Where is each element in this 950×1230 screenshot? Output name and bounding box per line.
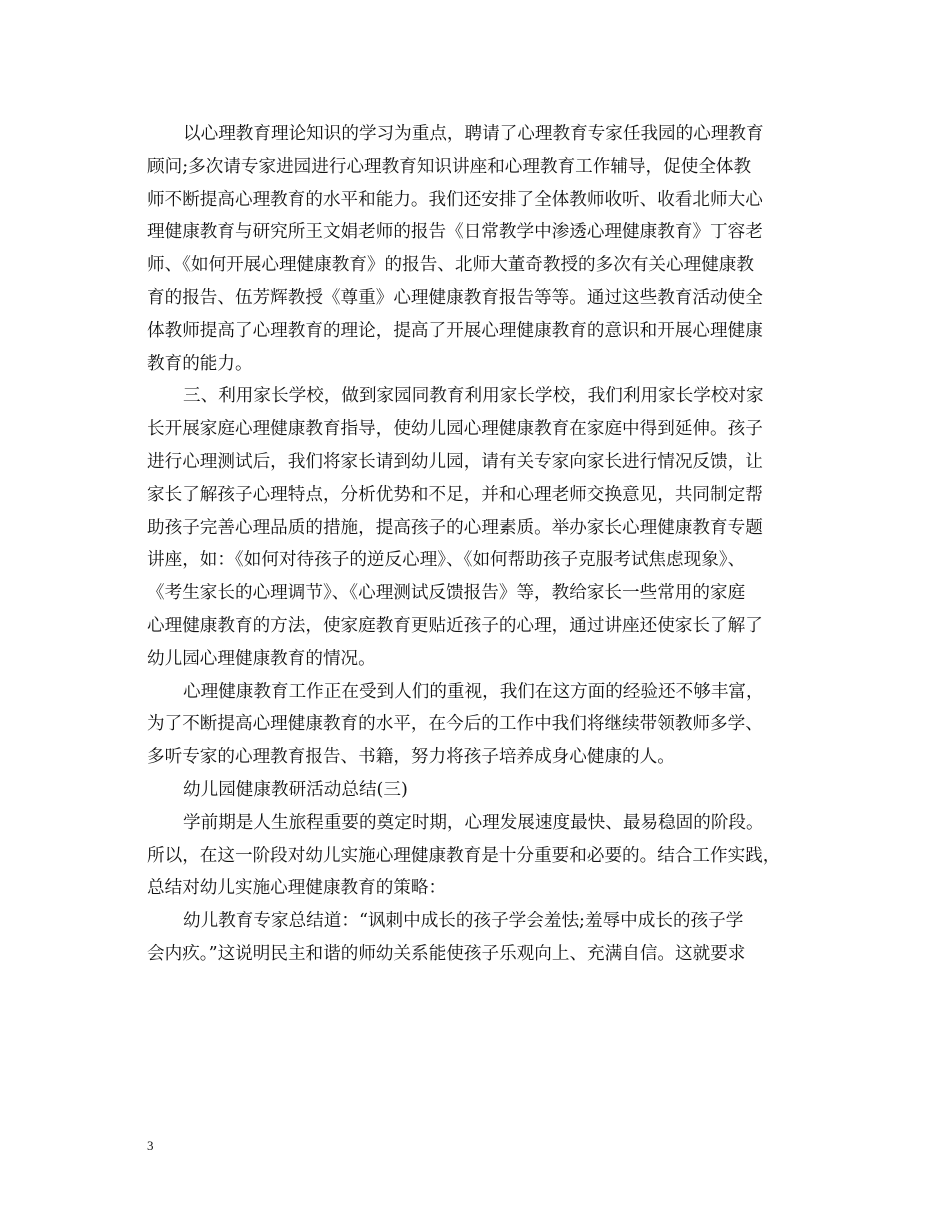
text-line: 教育的能力。 [147, 353, 253, 374]
text-line: 师不断提高心理教育的水平和能力。我们还安排了全体教师收听、收看北师大心 [147, 189, 763, 210]
text-line: 长开展家庭心理健康教育指导，使幼儿园心理健康教育在家庭中得到延伸。孩子 [147, 419, 763, 440]
text-line: 心理健康教育工作正在受到人们的重视，我们在这方面的经验还不够丰富， [183, 681, 764, 702]
page-number: 3 [147, 1138, 154, 1153]
text-line: 心理健康教育的方法，使家庭教育更贴近孩子的心理，通过讲座还使家长了解了 [147, 615, 763, 636]
text-line: 育的报告、伍芳辉教授《尊重》心理健康教育报告等等。通过这些教育活动使全 [147, 287, 763, 308]
text-line: 以心理教育理论知识的学习为重点，聘请了心理教育专家任我园的心理教育 [183, 124, 764, 144]
text-line: 三、利用家长学校，做到家园同教育利用家长学校，我们利用家长学校对家 [183, 386, 764, 407]
text-line: 体教师提高了心理教育的理论，提高了开展心理健康教育的意识和开展心理健康 [147, 320, 763, 341]
text-line: 《考生家长的心理调节》、《心理测试反馈报告》等，教给家长一些常用的家庭 [147, 583, 746, 604]
text-line: 家长了解孩子心理特点，分析优势和不足，并和心理老师交换意见，共同制定帮 [147, 484, 763, 505]
text-line: 师、《如何开展心理健康教育》的报告、北师大董奇教授的多次有关心理健康教 [147, 255, 754, 276]
text-line: 理健康教育与研究所王文娟老师的报告《日常教学中渗透心理健康教育》丁容老 [147, 222, 763, 243]
text-line: 幼儿教育专家总结道：“讽刺中成长的孩子学会羞怯;羞辱中成长的孩子学 [183, 911, 744, 932]
text-line: 进行心理测试后，我们将家长请到幼儿园，请有关专家向家长进行情况反馈，让 [147, 451, 763, 472]
text-line: 助孩子完善心理品质的措施，提高孩子的心理素质。举办家长心理健康教育专题 [147, 517, 763, 538]
text-line: 多听专家的心理教育报告、书籍，努力将孩子培养成身心健康的人。 [147, 747, 675, 768]
document-body [147, 118, 807, 971]
text-line: 顾问;多次请专家进园进行心理教育知识讲座和心理教育工作辅导，促使全体教 [147, 156, 752, 177]
text-line: 讲座，如：《如何对待孩子的逆反心理》、《如何帮助孩子克服考试焦虑现象》、 [147, 550, 746, 571]
text-line: 会内疚。”这说明民主和谐的师幼关系能使孩子乐观向上、充满自信。这就要求 [147, 943, 746, 964]
text-line: 学前期是人生旅程重要的奠定时期，心理发展速度最快、最易稳固的阶段。 [183, 812, 764, 833]
text-line: 幼儿园心理健康教育的情况。 [147, 648, 376, 669]
text-line: 为了不断提高心理健康教育的水平，在今后的工作中我们将继续带领教师多学、 [147, 714, 763, 735]
text-line: 所以，在这一阶段对幼儿实施心理健康教育是十分重要和必要的。结合工作实践， [147, 845, 781, 866]
text-line: 幼儿园健康教研活动总结(三) [183, 779, 408, 800]
text-line: 总结对幼儿实施心理健康教育的策略： [147, 878, 447, 899]
